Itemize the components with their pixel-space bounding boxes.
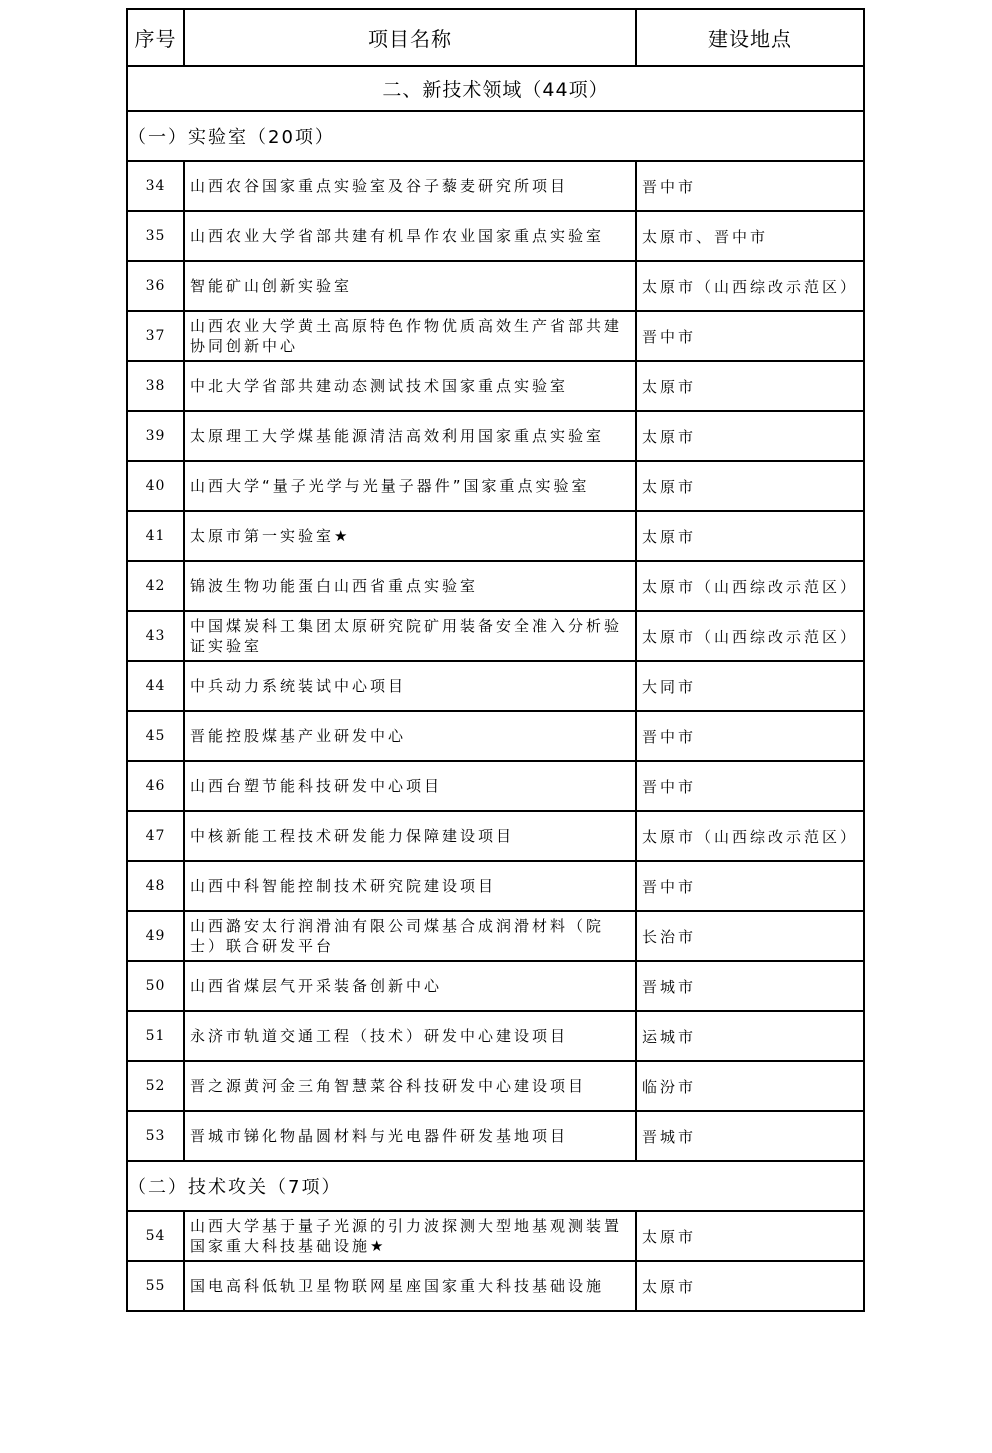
table-row — [127, 911, 864, 961]
row-number: 43 — [127, 611, 184, 661]
project-name: 山西农业大学黄土高原特色作物优质高效生产省部共建协同创新中心 — [184, 311, 636, 361]
row-number: 40 — [127, 461, 184, 511]
table-row — [127, 661, 864, 711]
project-location: 运城市 — [636, 1011, 864, 1061]
project-location: 太原市（山西综改示范区） — [636, 811, 864, 861]
project-name: 山西农业大学省部共建有机旱作农业国家重点实验室 — [184, 211, 636, 261]
project-location: 晋中市 — [636, 311, 864, 361]
table-row — [127, 361, 864, 411]
project-location: 太原市 — [636, 1261, 864, 1311]
row-number: 36 — [127, 261, 184, 311]
section-title: 二、新技术领域（44项） — [127, 66, 864, 111]
table-row — [127, 961, 864, 1011]
project-name: 山西中科智能控制技术研究院建设项目 — [184, 861, 636, 911]
project-location: 晋中市 — [636, 161, 864, 211]
project-name: 山西潞安太行润滑油有限公司煤基合成润滑材料（院士）联合研发平台 — [184, 911, 636, 961]
project-location: 晋城市 — [636, 1111, 864, 1161]
table-row — [127, 611, 864, 661]
project-name: 智能矿山创新实验室 — [184, 261, 636, 311]
project-location: 太原市 — [636, 361, 864, 411]
project-name: 山西省煤层气开采装备创新中心 — [184, 961, 636, 1011]
project-location: 太原市（山西综改示范区） — [636, 561, 864, 611]
table-row — [127, 811, 864, 861]
project-name: 山西大学“量子光学与光量子器件”国家重点实验室 — [184, 461, 636, 511]
project-name: 中北大学省部共建动态测试技术国家重点实验室 — [184, 361, 636, 411]
header-no: 序号 — [127, 9, 184, 66]
project-location: 晋中市 — [636, 861, 864, 911]
subsection-title: （一）实验室（20项） — [127, 111, 864, 161]
table-row — [127, 761, 864, 811]
project-name: 山西大学基于量子光源的引力波探测大型地基观测装置国家重大科技基础设施★ — [184, 1211, 636, 1261]
project-name: 中兵动力系统装试中心项目 — [184, 661, 636, 711]
project-location: 太原市（山西综改示范区） — [636, 611, 864, 661]
project-name: 太原市第一实验室★ — [184, 511, 636, 561]
table-header-row — [127, 9, 864, 66]
table-row — [127, 161, 864, 211]
table-row — [127, 861, 864, 911]
project-location: 晋中市 — [636, 761, 864, 811]
project-location: 太原市、晋中市 — [636, 211, 864, 261]
table-row — [127, 211, 864, 261]
table-row — [127, 1111, 864, 1161]
row-number: 53 — [127, 1111, 184, 1161]
row-number: 48 — [127, 861, 184, 911]
table-row — [127, 411, 864, 461]
project-name: 晋之源黄河金三角智慧菜谷科技研发中心建设项目 — [184, 1061, 636, 1111]
project-name: 晋城市锑化物晶圆材料与光电器件研发基地项目 — [184, 1111, 636, 1161]
project-location: 太原市 — [636, 461, 864, 511]
row-number: 37 — [127, 311, 184, 361]
project-location: 太原市 — [636, 511, 864, 561]
row-number: 52 — [127, 1061, 184, 1111]
row-number: 39 — [127, 411, 184, 461]
row-number: 46 — [127, 761, 184, 811]
table-row — [127, 511, 864, 561]
project-name: 中核新能工程技术研发能力保障建设项目 — [184, 811, 636, 861]
row-number: 54 — [127, 1211, 184, 1261]
table-row — [127, 1011, 864, 1061]
table-row — [127, 1061, 864, 1111]
subsection-row — [127, 111, 864, 161]
table-row — [127, 261, 864, 311]
table-row — [127, 461, 864, 511]
header-location: 建设地点 — [636, 9, 864, 66]
project-name: 山西农谷国家重点实验室及谷子藜麦研究所项目 — [184, 161, 636, 211]
row-number: 35 — [127, 211, 184, 261]
subsection-row — [127, 1161, 864, 1211]
subsection-title: （二）技术攻关（7项） — [127, 1161, 864, 1211]
row-number: 49 — [127, 911, 184, 961]
row-number: 45 — [127, 711, 184, 761]
table-row — [127, 311, 864, 361]
row-number: 42 — [127, 561, 184, 611]
table-row — [127, 1261, 864, 1311]
project-name: 国电高科低轨卫星物联网星座国家重大科技基础设施 — [184, 1261, 636, 1311]
row-number: 47 — [127, 811, 184, 861]
project-name: 中国煤炭科工集团太原研究院矿用装备安全准入分析验证实验室 — [184, 611, 636, 661]
project-table — [126, 8, 865, 1312]
row-number: 34 — [127, 161, 184, 211]
project-location: 太原市 — [636, 411, 864, 461]
row-number: 44 — [127, 661, 184, 711]
project-location: 长治市 — [636, 911, 864, 961]
table-body — [127, 66, 864, 1311]
section-row — [127, 66, 864, 111]
row-number: 51 — [127, 1011, 184, 1061]
project-location: 晋中市 — [636, 711, 864, 761]
project-location: 临汾市 — [636, 1061, 864, 1111]
project-location: 晋城市 — [636, 961, 864, 1011]
row-number: 55 — [127, 1261, 184, 1311]
project-location: 大同市 — [636, 661, 864, 711]
project-name: 太原理工大学煤基能源清洁高效利用国家重点实验室 — [184, 411, 636, 461]
project-name: 永济市轨道交通工程（技术）研发中心建设项目 — [184, 1011, 636, 1061]
project-name: 山西台塑节能科技研发中心项目 — [184, 761, 636, 811]
project-name: 锦波生物功能蛋白山西省重点实验室 — [184, 561, 636, 611]
row-number: 38 — [127, 361, 184, 411]
row-number: 41 — [127, 511, 184, 561]
row-number: 50 — [127, 961, 184, 1011]
table-row — [127, 711, 864, 761]
table-row — [127, 561, 864, 611]
project-name: 晋能控股煤基产业研发中心 — [184, 711, 636, 761]
header-name: 项目名称 — [184, 9, 636, 66]
project-location: 太原市（山西综改示范区） — [636, 261, 864, 311]
project-location: 太原市 — [636, 1211, 864, 1261]
table-row — [127, 1211, 864, 1261]
